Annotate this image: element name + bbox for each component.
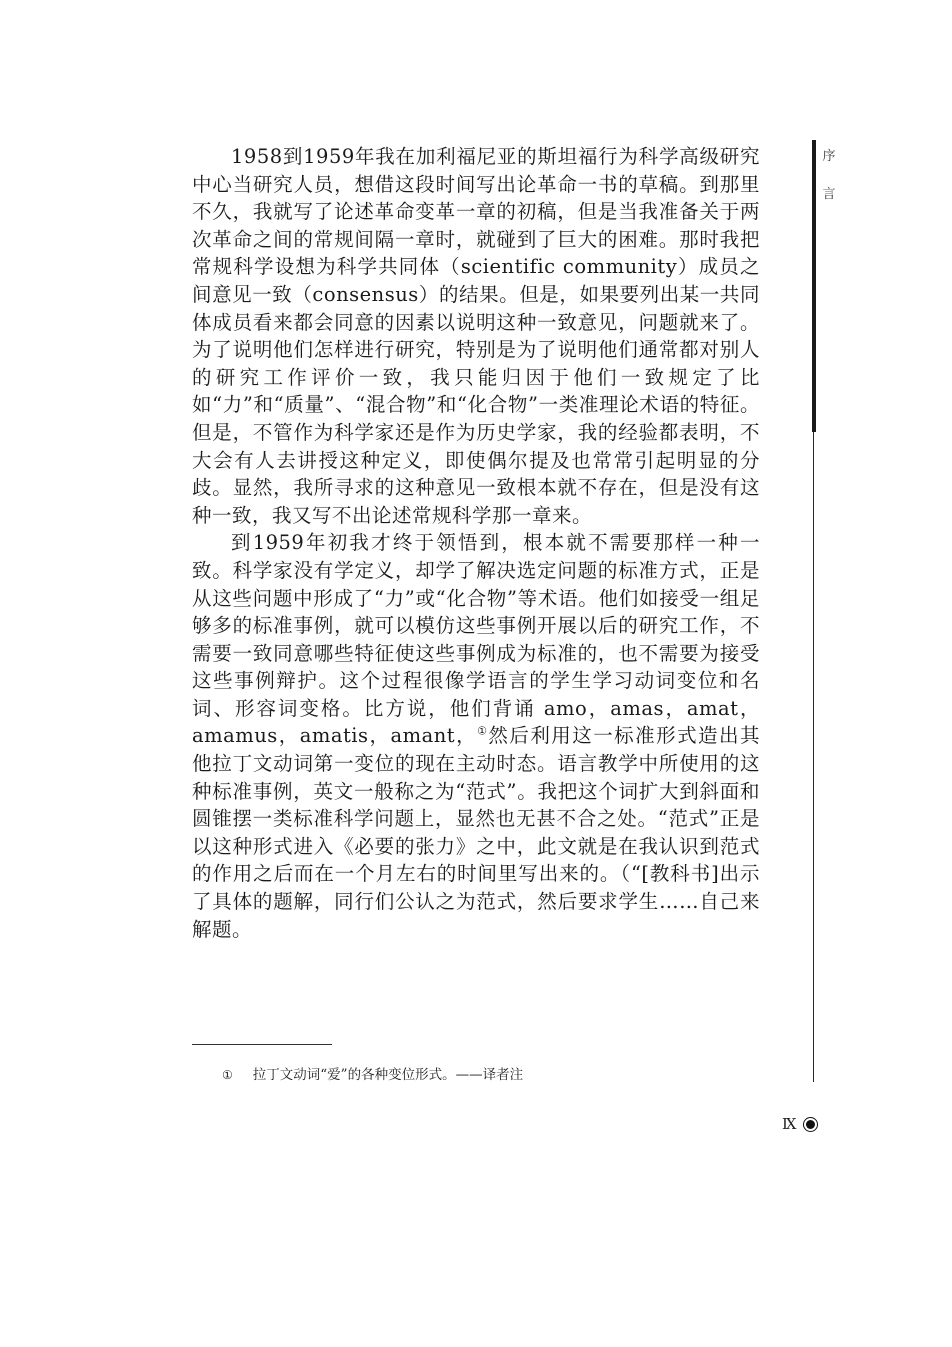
- footnote-mark: ①: [222, 1068, 233, 1082]
- footnote-text: 拉丁文动词“爱”的各种变位形式。——译者注: [252, 1067, 524, 1083]
- page-number: Ⅸ: [782, 1115, 797, 1133]
- body-text: [192, 143, 760, 943]
- margin-rule-accent: [812, 140, 816, 432]
- paragraph-2-text: 到1959年初我才终于领悟到，根本就不需要那样一种一致。科学家没有学定义，却学了解决选定问题的标准方式，正是从这些问题中形成了“力”或“化合物”等术语。他们如接受一组足够多的标准事例，就可以模仿这些事例开展以后的研究工作，不需要一致同意哪些特征使这些事例成为标准的，也不需要为接受这些事例辩护。这个过程很像学语言的学生学习动词变位和名词、形容词变格。比方说，他们背诵 amo，amas，amat，amamus，amatis，amant，: [192, 531, 760, 748]
- paragraph-1: 1958到1959年我在加利福尼亚的斯坦福行为科学高级研究中心当研究人员，想借这段时间写出论革命一书的草稿。到那里不久，我就写了论述革命变革一章的初稿，但是当我准备关于两次革命之间的常规间隔一章时，就碰到了巨大的困难。那时我把常规科学设想为科学共同体（scientific community）成员之间意见一致（consensus）的结果。但是，如果要列出某一共同体成员看来都会同意的因素以说明这种一致意见，问题就来了。为了说明他们怎样进行研究，特别是为了说明他们通常都对别人的研究工作评价一致，我只能归因于他们一致规定了比如“力”和“质量”、“混合物”和“化合物”一类准理论术语的特征。但是，不管作为科学家还是作为历史学家，我的经验都表明，不大会有人去讲授这种定义，即使偶尔提及也常常引起明显的分歧。显然，我所寻求的这种意见一致根本就不存在，但是没有这种一致，我又写不出论述常规科学那一章来。: [192, 145, 760, 527]
- running-header-char: 序: [822, 149, 836, 164]
- running-header-char: 言: [822, 187, 836, 202]
- paragraph-2-text-continued: 然后利用这一标准形式造出其他拉丁文动词第一变位的现在主动时态。语言教学中所使用的这种标准事例，英文一般称之为“范式”。我把这个词扩大到斜面和圆锥摆一类标准科学问题上，显然也无甚不合之处。“范式”正是以这种形式进入《必要的张力》之中，此文就是在我认识到范式的作用之后而在一个月左右的时间里写出来的。（“[教科书]出示了具体的题解，同行们公认之为范式，然后要求学生……自己来解题。: [192, 724, 760, 941]
- footnote-divider: [192, 1044, 332, 1045]
- footnote: [222, 1065, 762, 1085]
- footnote-reference[interactable]: ①: [477, 724, 489, 738]
- page-footer: [782, 1114, 815, 1134]
- bullet-icon: [806, 1120, 815, 1129]
- running-header: [820, 148, 838, 204]
- paragraph-2: [192, 529, 760, 943]
